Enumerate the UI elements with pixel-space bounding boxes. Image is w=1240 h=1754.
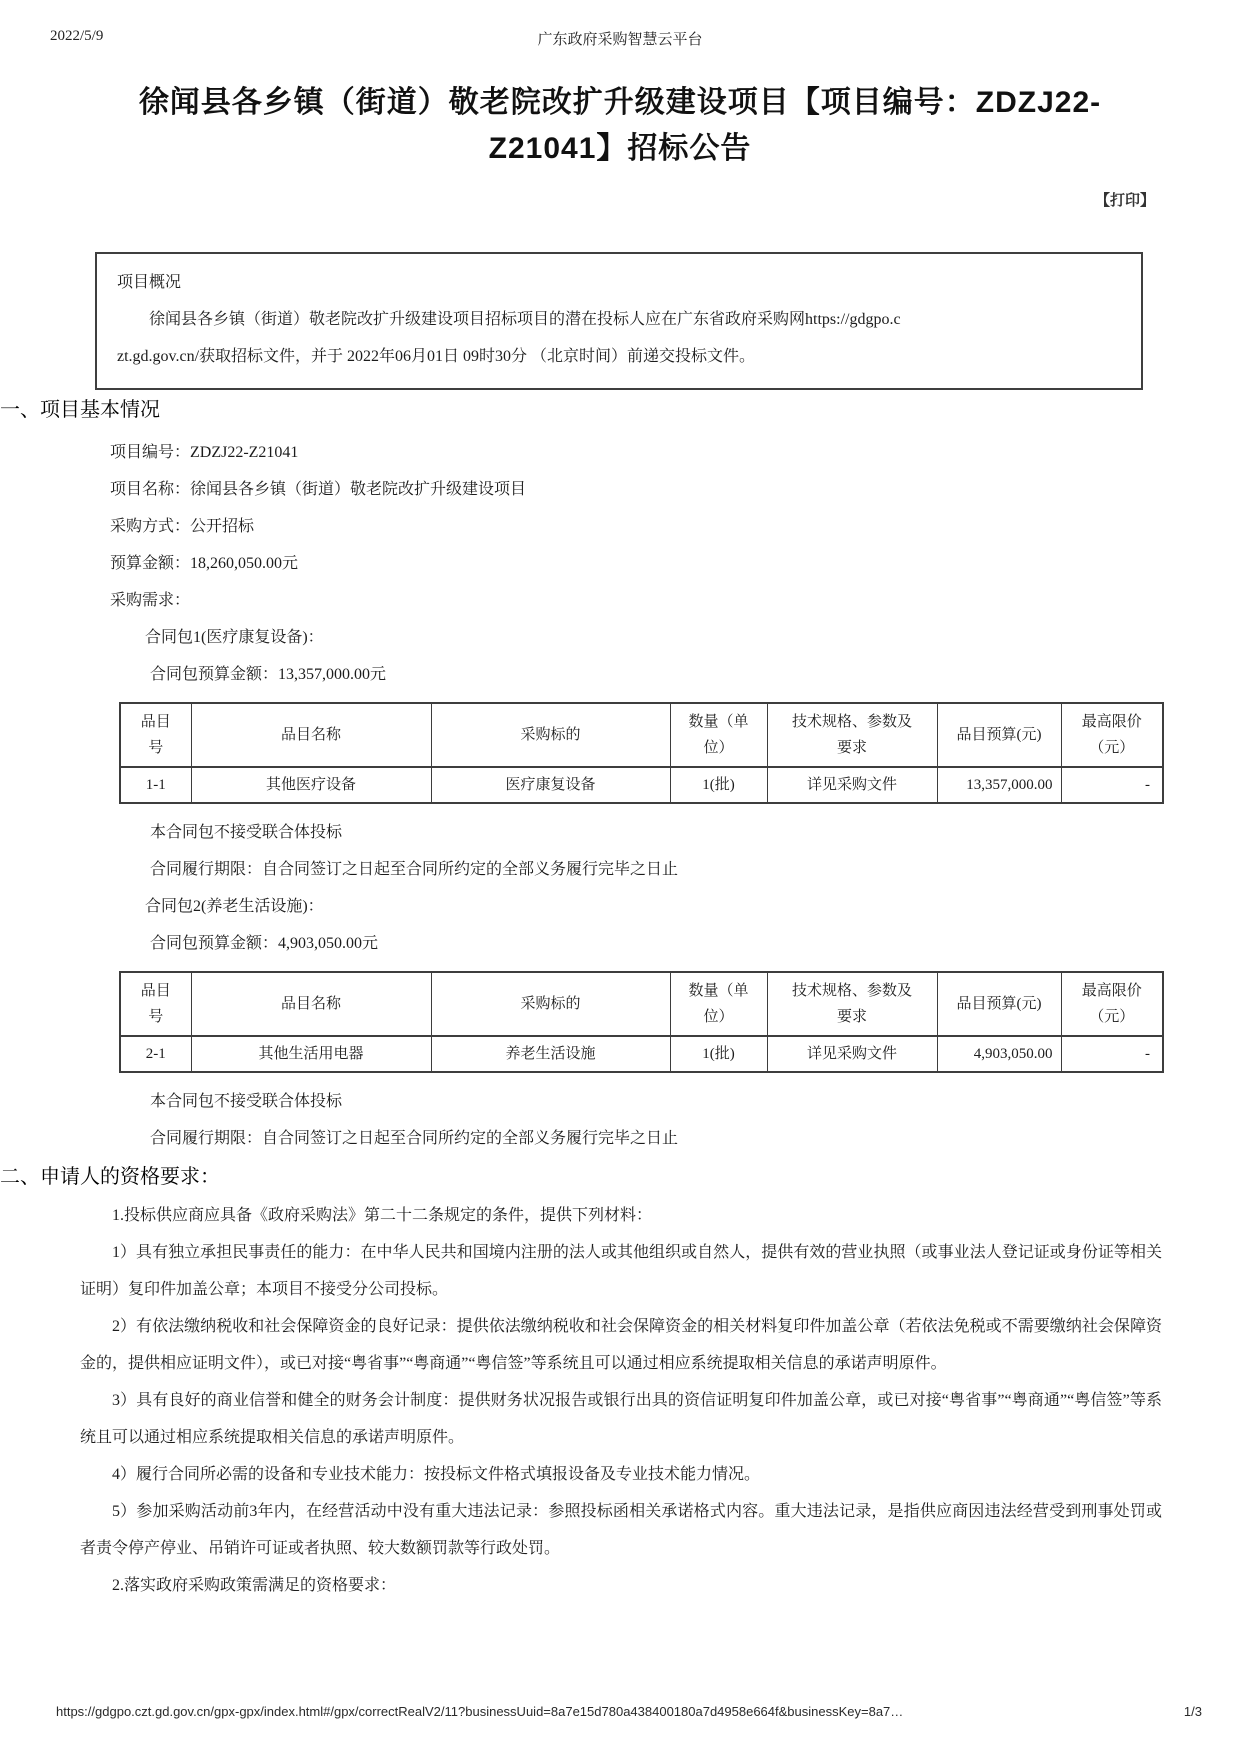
cell-specs: 详见采购文件 [767, 1036, 937, 1072]
project-number: 项目编号：ZDZJ22-Z21041 [110, 444, 299, 461]
print-date: 2022/5/9 [50, 28, 104, 44]
package1-note-performance-period: 合同履行期限：自合同签订之日起至合同所约定的全部义务履行完毕之日止 [150, 861, 679, 878]
page-title [0, 80, 1240, 172]
platform-title: 广东政府采购智慧云平台 [537, 32, 703, 48]
qualification-item-5: 5）参加采购活动前3年内，在经营活动中没有重大违法记录：参照投标函相关承诺格式内容。重大违法记录，是指供应商因违法经营受到刑事处罚或者责令停产停业、吊销许可证或者执照、较大数额罚款等行政处罚。 [80, 1503, 1162, 1557]
cell-price-cap: - [1061, 767, 1163, 803]
print-button[interactable]: 【打印】 [1094, 192, 1155, 209]
policy-requirement-label: 2.落实政府采购政策需满足的资格要求： [112, 1577, 397, 1594]
cell-item-no: 2-1 [120, 1036, 191, 1072]
package2-table [119, 971, 1164, 1073]
col-header-quantity: 数量（单位） [670, 972, 767, 1036]
print-header [0, 28, 1240, 48]
package1-name: 合同包1(医疗康复设备)： [145, 629, 324, 646]
qualification-item-1: 1）具有独立承担民事责任的能力：在中华人民共和国境内注册的法人或其他组织或自然人，提供有效的营业执照（或事业法人登记证或身份证等相关证明）复印件加盖公章；本项目不接受分公司投标。 [80, 1244, 1162, 1298]
col-header-item-budget: 品目预算(元) [937, 703, 1061, 767]
cell-quantity: 1(批) [670, 1036, 767, 1072]
overview-text-line1: 徐闻县各乡镇（街道）敬老院改扩升级建设项目招标项目的潜在投标人应在广东省政府采购网https://gdgpo.c [149, 311, 901, 328]
cell-quantity: 1(批) [670, 767, 767, 803]
qualification-item-4: 4）履行合同所必需的设备和专业技术能力：按投标文件格式填报设备及专业技术能力情况。 [112, 1466, 761, 1483]
cell-price-cap: - [1061, 1036, 1163, 1072]
project-overview-box [95, 252, 1143, 390]
col-header-item-name: 品目名称 [191, 703, 431, 767]
page-title-line1: 徐闻县各乡镇（街道）敬老院改扩升级建设项目【项目编号：ZDZJ22- [138, 86, 1102, 119]
package1-table [119, 702, 1164, 804]
col-header-item-no: 品目号 [120, 972, 191, 1036]
page-title-line2: Z21041】招标公告 [488, 132, 752, 165]
package1-budget: 合同包预算金额：13,357,000.00元 [150, 666, 387, 683]
col-header-item-budget: 品目预算(元) [937, 972, 1061, 1036]
package2-table-header-row [120, 972, 1163, 1036]
cell-subject: 医疗康复设备 [431, 767, 670, 803]
procurement-method: 采购方式：公开招标 [110, 518, 255, 535]
project-name: 项目名称：徐闻县各乡镇（街道）敬老院改扩升级建设项目 [110, 481, 527, 498]
col-header-subject: 采购标的 [431, 972, 670, 1036]
package2-note-consortium: 本合同包不接受联合体投标 [150, 1093, 343, 1110]
package1-note-consortium: 本合同包不接受联合体投标 [150, 824, 343, 841]
cell-specs: 详见采购文件 [767, 767, 937, 803]
col-header-price-cap: 最高限价（元） [1061, 703, 1163, 767]
section2-heading: 二、申请人的资格要求： [0, 1166, 220, 1188]
project-basic-info [110, 434, 1240, 619]
overview-label: 项目概况 [117, 274, 182, 291]
page-indicator: 1/3 [1183, 1704, 1202, 1719]
document-body [0, 390, 1240, 1604]
col-header-subject: 采购标的 [431, 703, 670, 767]
cell-item-name: 其他生活用电器 [191, 1036, 431, 1072]
package2-note-performance-period: 合同履行期限：自合同签订之日起至合同所约定的全部义务履行完毕之日止 [150, 1130, 679, 1147]
footer-url: https://gdgpo.czt.gd.gov.cn/gpx-gpx/index.html#/gpx/correctRealV2/11?businessUuid=8a7e15d780a438400180a7d4958e664f&businessKey=8a7… [56, 1704, 904, 1719]
col-header-specs: 技术规格、参数及要求 [767, 703, 937, 767]
print-footer [56, 1704, 1202, 1719]
package2-name: 合同包2(养老生活设施)： [145, 898, 324, 915]
qualification-item-3: 3）具有良好的商业信誉和健全的财务会计制度：提供财务状况报告或银行出具的资信证明复印件加盖公章，或已对接“粤省事”“粤商通”“粤信签”等系统且可以通过相应系统提取相关信息的承诺声明原件。 [80, 1392, 1162, 1446]
section1-heading: 一、项目基本情况 [0, 399, 160, 421]
table-row [120, 1036, 1163, 1072]
cell-subject: 养老生活设施 [431, 1036, 670, 1072]
cell-item-no: 1-1 [120, 767, 191, 803]
qualification-item-2: 2）有依法缴纳税收和社会保障资金的良好记录：提供依法缴纳税收和社会保障资金的相关材料复印件加盖公章（若依法免税或不需要缴纳社会保障资金的，提供相应证明文件），或已对接“粤省事”“粤商通”“粤信签”等系统且可以通过相应系统提取相关信息的承诺声明原件。 [80, 1318, 1162, 1372]
table-row [120, 767, 1163, 803]
cell-item-budget: 4,903,050.00 [937, 1036, 1061, 1072]
col-header-item-no: 品目号 [120, 703, 191, 767]
cell-item-name: 其他医疗设备 [191, 767, 431, 803]
col-header-item-name: 品目名称 [191, 972, 431, 1036]
qualification-intro: 1.投标供应商应具备《政府采购法》第二十二条规定的条件，提供下列材料： [112, 1207, 653, 1224]
overview-text-line2: zt.gd.gov.cn/获取招标文件，并于 2022年06月01日 09时30分 （北京时间）前递交投标文件。 [117, 348, 756, 365]
cell-item-budget: 13,357,000.00 [937, 767, 1061, 803]
col-header-price-cap: 最高限价（元） [1061, 972, 1163, 1036]
col-header-specs: 技术规格、参数及要求 [767, 972, 937, 1036]
col-header-quantity: 数量（单位） [670, 703, 767, 767]
package1-table-header-row [120, 703, 1163, 767]
procurement-demand-label: 采购需求： [110, 592, 191, 609]
budget-amount: 预算金额：18,260,050.00元 [110, 555, 299, 572]
package2-budget: 合同包预算金额：4,903,050.00元 [150, 935, 379, 952]
